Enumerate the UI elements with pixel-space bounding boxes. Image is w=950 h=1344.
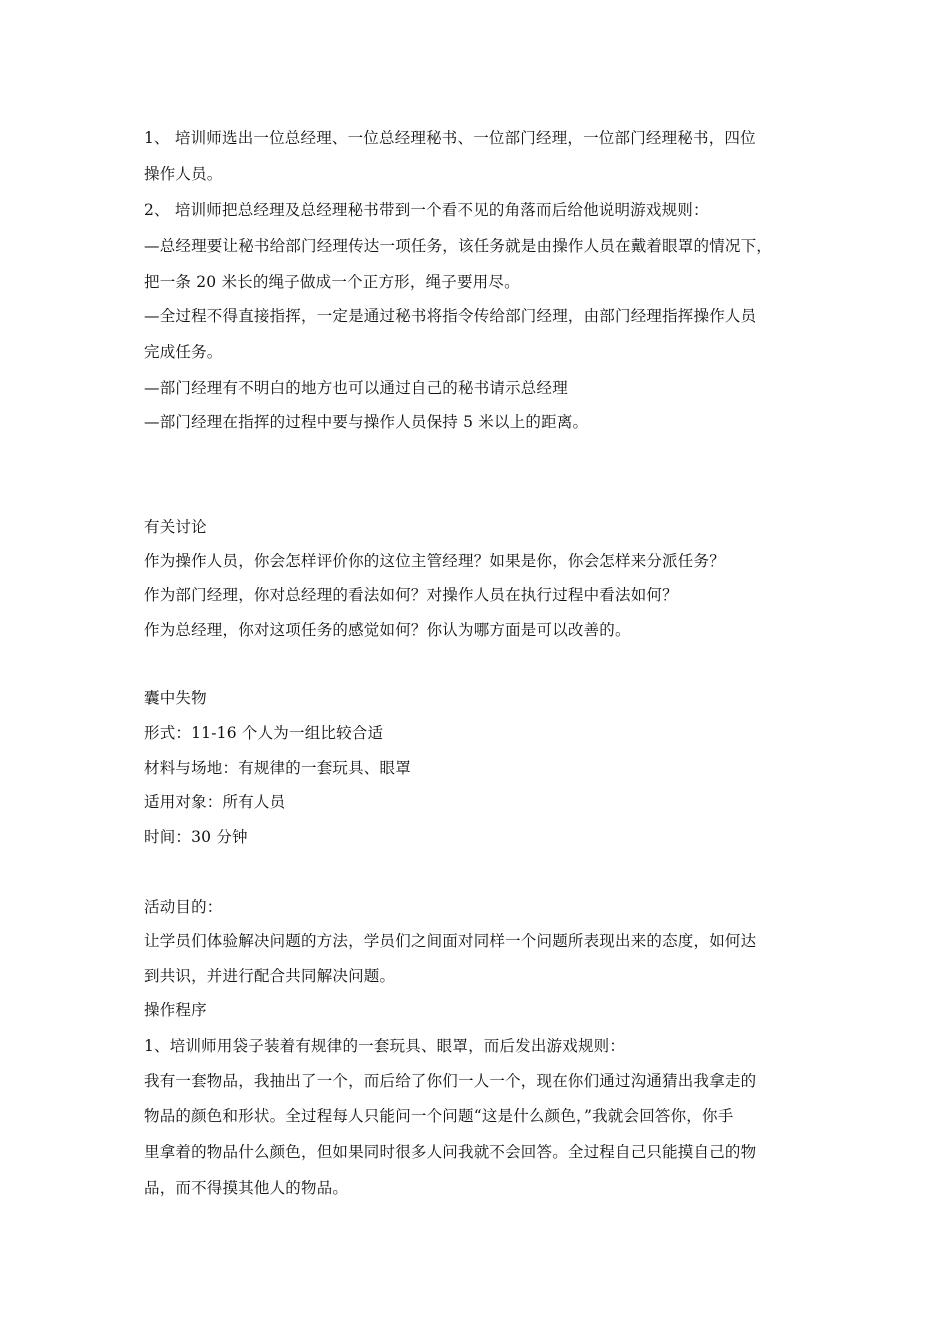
text-line: 作为部门经理，你对总经理的看法如何？对操作人员在执行过程中看法如何？ <box>144 586 678 604</box>
text-line: 完成任务。 <box>144 343 223 361</box>
section-heading: 操作程序 <box>144 1001 207 1019</box>
text-line: 物品的颜色和形状。全过程每人只能问一个问题“这是什么颜色，”我就会回答你，你手 <box>144 1107 734 1125</box>
text-line: 时间：30 分钟 <box>144 828 248 846</box>
text-line: 适用对象：所有人员 <box>144 793 286 811</box>
text-line: 1、 培训师选出一位总经理、一位总经理秘书、一位部门经理，一位部门经理秘书，四位 <box>144 129 756 147</box>
text-line: 操作人员。 <box>144 165 223 183</box>
text-line: 作为总经理，你对这项任务的感觉如何？你认为哪方面是可以改善的。 <box>144 621 631 639</box>
section-heading: 有关讨论 <box>144 518 207 536</box>
text-line: 形式：11-16 个人为一组比较合适 <box>144 724 384 742</box>
text-line: 里拿着的物品什么颜色，但如果同时很多人问我就不会回答。全过程自己只能摸自己的物 <box>144 1143 757 1161</box>
section-heading: 囊中失物 <box>144 689 207 707</box>
text-line: 作为操作人员，你会怎样评价你的这位主管经理？如果是你，你会怎样来分派任务？ <box>144 552 725 570</box>
text-line: 品，而不得摸其他人的物品。 <box>144 1179 349 1197</box>
text-line: 把一条 20 米长的绳子做成一个正方形，绳子要用尽。 <box>144 273 520 291</box>
section-heading: 活动目的： <box>144 898 223 916</box>
text-line: —总经理要让秘书给部门经理传达一项任务，该任务就是由操作人员在戴着眼罩的情况下， <box>144 237 773 255</box>
text-line: 我有一套物品，我抽出了一个，而后给了你们一人一个，现在你们通过沟通猜出我拿走的 <box>144 1072 757 1090</box>
text-line: 到共识，并进行配合共同解决问题。 <box>144 967 396 985</box>
text-line: 1、培训师用袋子装着有规律的一套玩具、眼罩，而后发出游戏规则： <box>144 1037 626 1055</box>
text-line: 让学员们体验解决问题的方法，学员们之间面对同样一个问题所表现出来的态度，如何达 <box>144 932 757 950</box>
text-line: —全过程不得直接指挥，一定是通过秘书将指令传给部门经理，由部门经理指挥操作人员 <box>144 307 757 325</box>
text-line: —部门经理在指挥的过程中要与操作人员保持 5 米以上的距离。 <box>144 413 589 431</box>
text-line: 材料与场地：有规律的一套玩具、眼罩 <box>144 759 411 777</box>
text-line: 2、 培训师把总经理及总经理秘书带到一个看不见的角落而后给他说明游戏规则： <box>144 201 709 219</box>
text-line: —部门经理有不明白的地方也可以通过自己的秘书请示总经理 <box>144 379 568 397</box>
